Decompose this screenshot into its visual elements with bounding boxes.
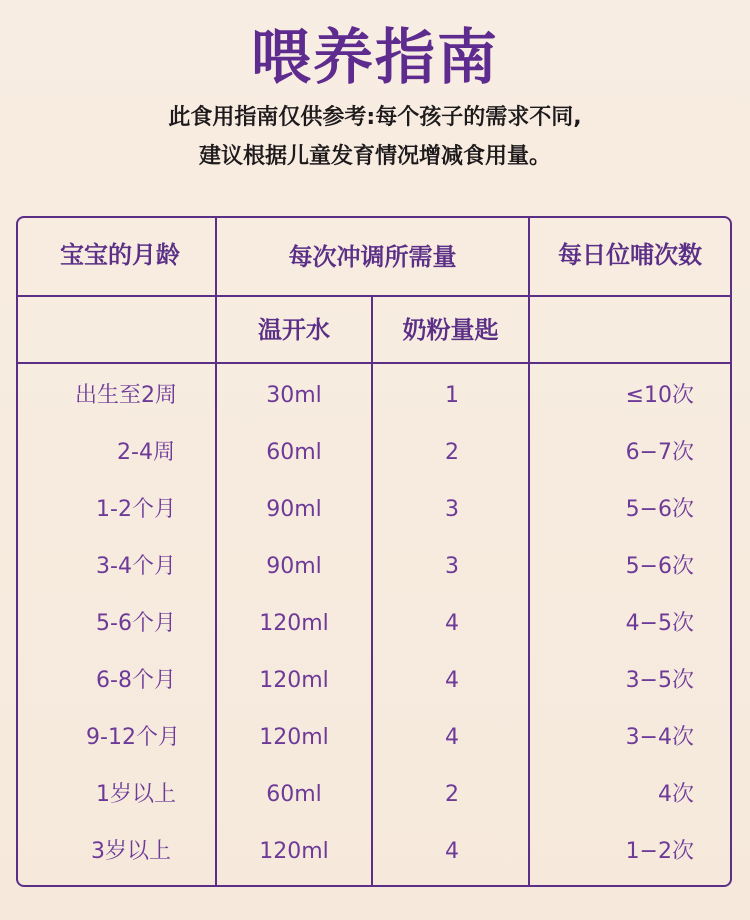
times-cell: ≤10次 [625, 383, 694, 408]
age-cell: 5-6个月 [96, 611, 176, 636]
water-cell: 120ml [259, 668, 329, 693]
table-row [18, 376, 730, 416]
times-cell: 4−5次 [625, 611, 694, 636]
page-title: 喂养指南 [251, 23, 499, 93]
times-cell: 3−4次 [625, 725, 694, 750]
water-cell: 60ml [266, 440, 322, 465]
scoops-cell: 4 [445, 611, 459, 636]
age-cell: 2-4周 [117, 440, 175, 465]
scoops-cell: 3 [445, 497, 459, 522]
scoops-cell: 4 [445, 668, 459, 693]
age-cell: 出生至2周 [75, 383, 177, 408]
water-cell: 30ml [266, 383, 322, 408]
water-cell: 90ml [266, 497, 322, 522]
times-cell: 6−7次 [625, 440, 694, 465]
header-age: 宝宝的月龄 [60, 241, 180, 269]
age-cell: 3-4个月 [96, 554, 176, 579]
scoops-cell: 2 [445, 440, 459, 465]
table-row [18, 433, 730, 473]
scoops-cell: 4 [445, 839, 459, 864]
feeding-table [16, 216, 732, 887]
table-row [18, 547, 730, 587]
table-row [18, 490, 730, 530]
header-divider-1 [18, 295, 730, 297]
scoops-cell: 2 [445, 782, 459, 807]
water-cell: 120ml [259, 839, 329, 864]
water-cell: 90ml [266, 554, 322, 579]
table-row [18, 832, 730, 872]
age-cell: 1岁以上 [96, 782, 176, 807]
subtitle-line-2: 建议根据儿童发育情况增减食用量。 [198, 144, 551, 169]
table-row [18, 604, 730, 644]
water-cell: 60ml [266, 782, 322, 807]
age-cell: 6-8个月 [96, 668, 176, 693]
scoops-cell: 1 [445, 383, 459, 408]
water-cell: 120ml [259, 725, 329, 750]
age-cell: 1-2个月 [96, 497, 176, 522]
age-cell: 3岁以上 [91, 839, 171, 864]
scoops-cell: 3 [445, 554, 459, 579]
header-amount-per-feed: 每次冲调所需量 [288, 243, 457, 271]
times-cell: 4次 [658, 782, 694, 807]
table-row [18, 775, 730, 815]
subtitle-line-1: 此食用指南仅供参考:每个孩子的需求不同, [168, 105, 582, 130]
table-row [18, 661, 730, 701]
header-feeds-per-day: 每日位哺次数 [558, 241, 702, 269]
times-cell: 3−5次 [625, 668, 694, 693]
table-row [18, 718, 730, 758]
header-water: 温开水 [258, 316, 330, 344]
water-cell: 120ml [259, 611, 329, 636]
scoops-cell: 4 [445, 725, 459, 750]
header-scoops: 奶粉量匙 [402, 316, 499, 344]
times-cell: 1−2次 [625, 839, 694, 864]
times-cell: 5−6次 [625, 554, 694, 579]
header-divider-2 [18, 362, 730, 364]
age-cell: 9-12个月 [86, 725, 180, 750]
times-cell: 5−6次 [625, 497, 694, 522]
